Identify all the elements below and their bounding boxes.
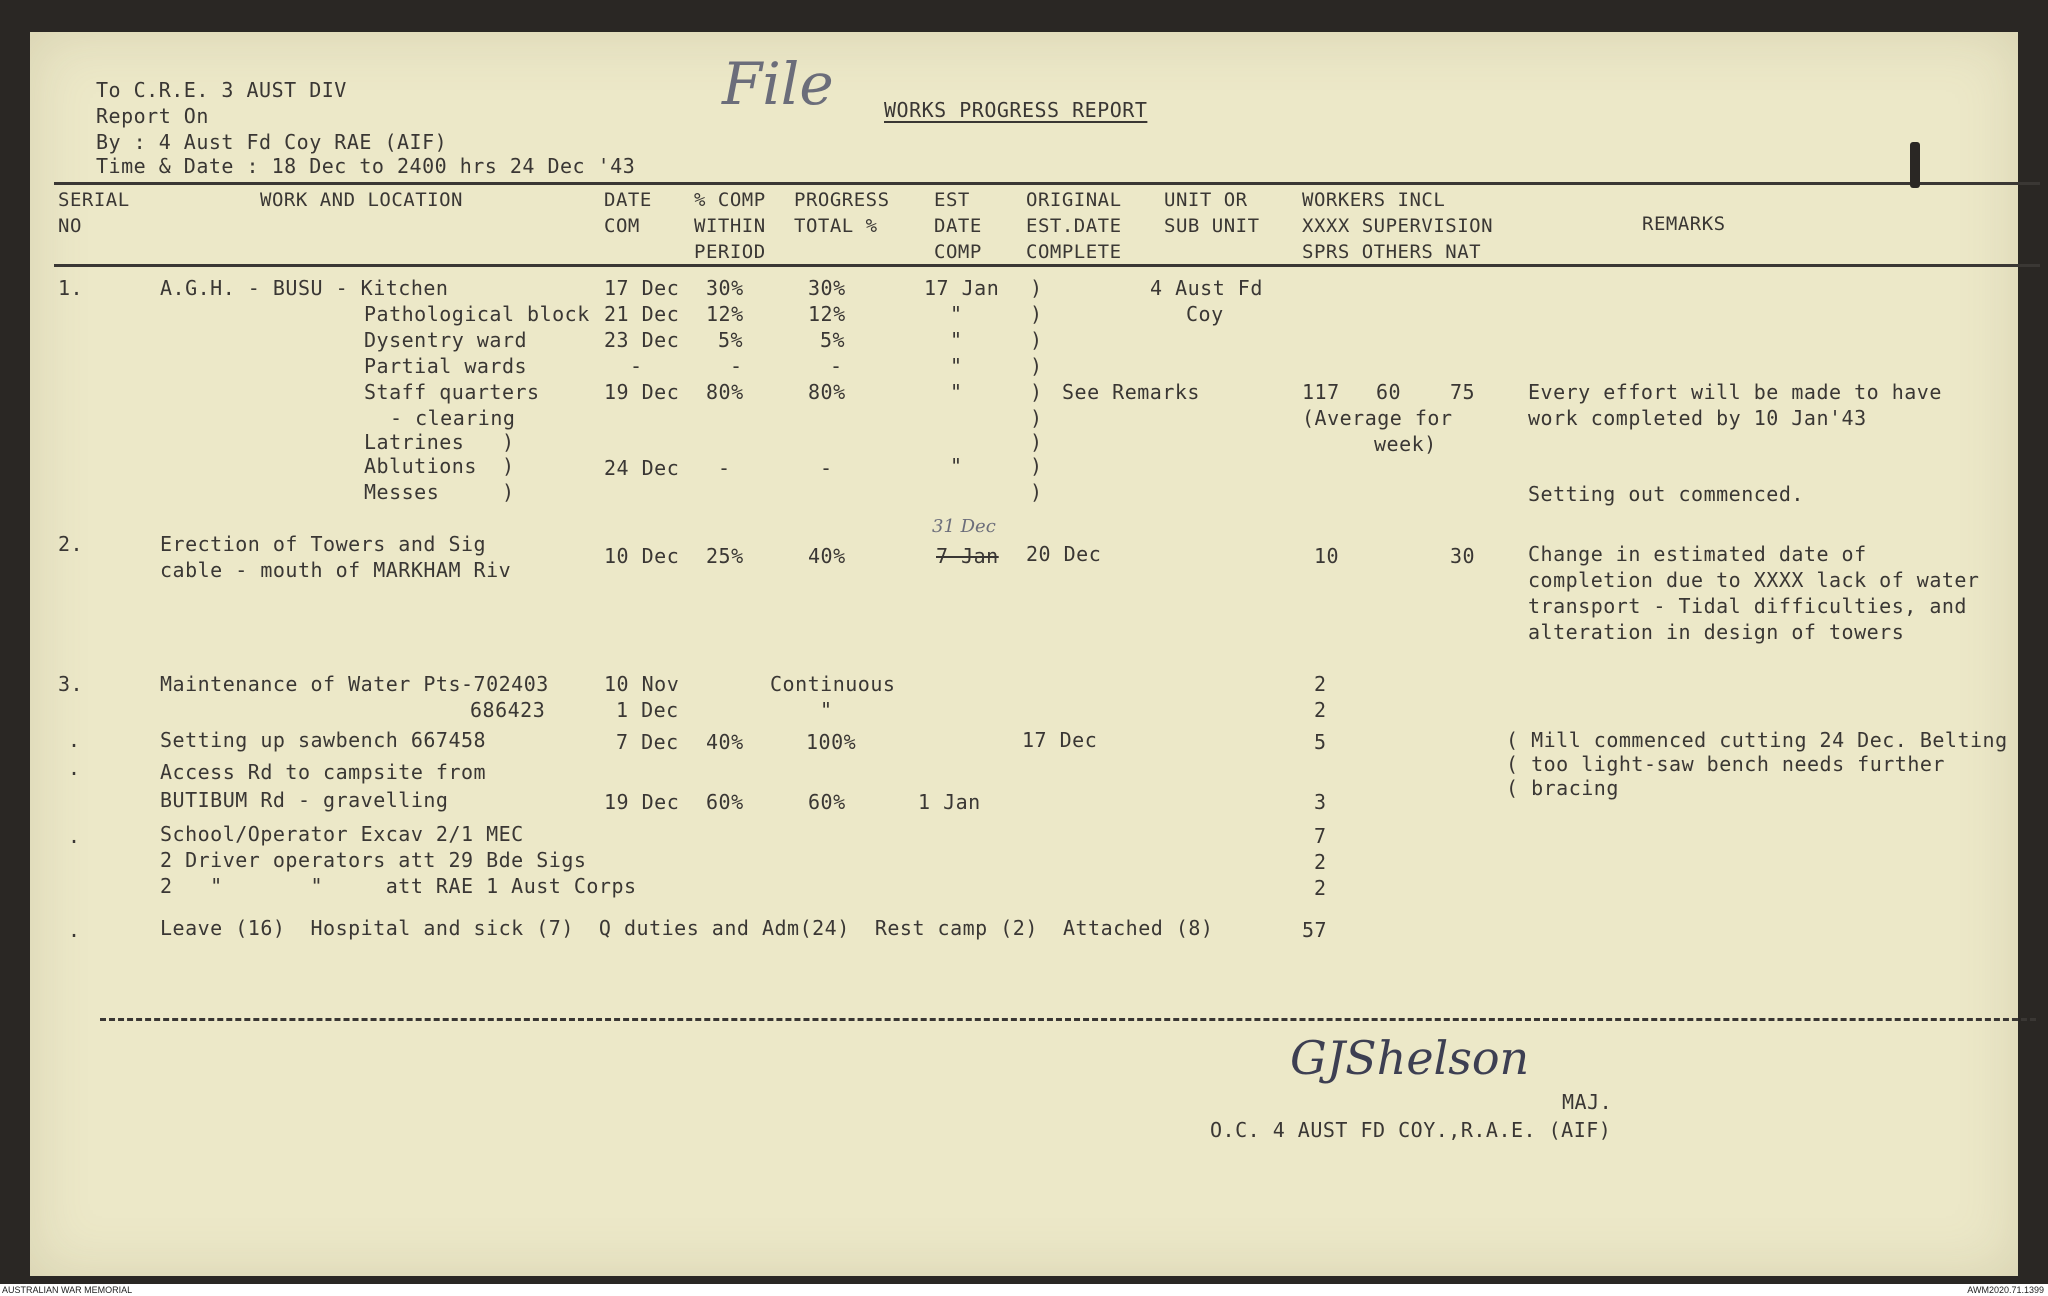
r1-sub-date: 21 Dec	[604, 302, 680, 326]
document-page	[30, 32, 2018, 1276]
header-top-rule	[54, 182, 2040, 185]
r1-average: (Average for	[1302, 406, 1453, 430]
r3-continuous: Continuous	[770, 672, 896, 696]
r4-remark: ( bracing	[1506, 776, 1619, 800]
r4-remark: ( Mill commenced cutting 24 Dec. Belting	[1506, 728, 2008, 752]
r1-remark-3: Setting out commenced.	[1528, 482, 1804, 506]
r1-sub-total: 5%	[820, 328, 846, 352]
r1-sub-pct: -	[730, 354, 743, 378]
r6-work: 2 Driver operators att 29 Bde Sigs	[160, 848, 587, 872]
r1-sub-work: Pathological block	[364, 302, 590, 326]
r4-sprs: 5	[1314, 730, 1327, 754]
r1-pct: 30%	[706, 276, 744, 300]
header-time-date: Time & Date : 18 Dec to 2400 hrs 24 Dec '43	[96, 154, 636, 178]
r2-est-struck: 7 Jan	[936, 544, 999, 568]
r5-serial: .	[68, 756, 81, 780]
r1-est: 17 Jan	[924, 276, 1000, 300]
r2-sprs: 10	[1314, 544, 1340, 568]
r6-sprs: 7	[1314, 824, 1327, 848]
col-workers-3: SPRS OTHERS NAT	[1302, 241, 1482, 263]
col-workers-2: XXXX SUPERVISION	[1302, 215, 1494, 237]
r1-sub-total: 12%	[808, 302, 846, 326]
r1-serial: 1.	[58, 276, 84, 300]
r1-sub-pct: 12%	[706, 302, 744, 326]
col-date-2: COM	[604, 215, 640, 237]
r2-pct: 25%	[706, 544, 744, 568]
r1-total: 30%	[808, 276, 846, 300]
r3-date-1: 10 Nov	[604, 672, 680, 696]
r2-original: 20 Dec	[1026, 542, 1102, 566]
r1-sub-total: -	[820, 456, 833, 480]
r1-week: week)	[1374, 432, 1437, 456]
r1-sub-work: Partial wards	[364, 354, 528, 378]
r3-sprs-2: 2	[1314, 698, 1327, 722]
r1-bracket: )	[1030, 380, 1043, 404]
col-date-1: DATE	[604, 189, 652, 211]
r1-sub-est: "	[950, 380, 963, 404]
r1-remark-2: work completed by 10 Jan'43	[1528, 406, 1867, 430]
r1-work: A.G.H. - BUSU - Kitchen	[160, 276, 449, 300]
col-pct-1: % COMP	[694, 189, 766, 211]
r1-sub-work: Ablutions )	[364, 454, 515, 478]
r1-bracket: )	[1030, 354, 1043, 378]
r1-nat: 75	[1450, 380, 1476, 404]
r1-date: 17 Dec	[604, 276, 680, 300]
r1-bracket: )	[1030, 480, 1043, 504]
col-unit-2: SUB UNIT	[1164, 215, 1260, 237]
r4-work: Setting up sawbench 667458	[160, 728, 487, 752]
r4-original: 17 Dec	[1022, 728, 1098, 752]
r5-sprs: 3	[1314, 790, 1327, 814]
staple-mark	[1910, 142, 1920, 188]
r1-sub-est: "	[950, 302, 963, 326]
r1-others: 60	[1376, 380, 1402, 404]
col-original-3: COMPLETE	[1026, 241, 1122, 263]
r6-work: School/Operator Excav 2/1 MEC	[160, 822, 524, 846]
r2-work-2: cable - mouth of MARKHAM Riv	[160, 558, 512, 582]
report-title: WORKS PROGRESS REPORT	[884, 98, 1148, 122]
r1-bracket: )	[1030, 454, 1043, 478]
r3-sprs-1: 2	[1314, 672, 1327, 696]
header-by: By : 4 Aust Fd Coy RAE (AIF)	[96, 130, 448, 154]
col-remarks: REMARKS	[1642, 213, 1726, 235]
r1-sub-date: -	[630, 354, 643, 378]
signature: GJShelson	[1290, 1031, 1530, 1085]
r1-sub-est: "	[950, 354, 963, 378]
r3-ditto: "	[820, 698, 833, 722]
r1-sub-work: Messes )	[364, 480, 515, 504]
file-annotation: File	[722, 50, 834, 118]
r1-sub-pct: -	[718, 456, 731, 480]
r7-serial: .	[68, 918, 81, 942]
r3-work-2: 686423	[470, 698, 546, 722]
col-progress-2: TOTAL %	[794, 215, 878, 237]
col-unit-1: UNIT OR	[1164, 189, 1248, 211]
r6-work: 2 " " att RAE 1 Aust Corps	[160, 874, 637, 898]
r2-nat: 30	[1450, 544, 1476, 568]
footer-left: AUSTRALIAN WAR MEMORIAL	[2, 1285, 133, 1295]
r5-date: 19 Dec	[604, 790, 680, 814]
r1-sub-est: "	[950, 328, 963, 352]
r2-remark: completion due to XXXX lack of water	[1528, 568, 1980, 592]
r2-work-1: Erection of Towers and Sig	[160, 532, 487, 556]
r5-est: 1 Jan	[918, 790, 981, 814]
r7-line: Leave (16) Hospital and sick (7) Q duties and Adm(24) Rest camp (2) Attached (8)	[160, 916, 1214, 940]
r1-sub-pct: 80%	[706, 380, 744, 404]
col-est-2: DATE	[934, 215, 982, 237]
r5-work-2: BUTIBUM Rd - gravelling	[160, 788, 449, 812]
r2-est-handwritten: 31 Dec	[932, 516, 996, 537]
r1-sub-work: - clearing	[390, 406, 516, 430]
r1-sub-date: 24 Dec	[604, 456, 680, 480]
r1-sub-work: Dysentry ward	[364, 328, 528, 352]
r1-bracket: )	[1030, 302, 1043, 326]
r2-serial: 2.	[58, 532, 84, 556]
r6-serial: .	[68, 824, 81, 848]
r6-sprs: 2	[1314, 850, 1327, 874]
r1-sub-work: Latrines )	[364, 430, 515, 454]
r1-sprs: 117	[1302, 380, 1340, 404]
col-pct-2: WITHIN	[694, 215, 766, 237]
r5-work-1: Access Rd to campsite from	[160, 760, 487, 784]
col-est-3: COMP	[934, 241, 982, 263]
r5-total: 60%	[808, 790, 846, 814]
r4-pct: 40%	[706, 730, 744, 754]
header-bottom-rule	[54, 264, 2040, 267]
col-serial-2: NO	[58, 215, 82, 237]
col-pct-3: PERIOD	[694, 241, 766, 263]
r2-date: 10 Dec	[604, 544, 680, 568]
r1-sub-pct: 5%	[718, 328, 744, 352]
col-work: WORK AND LOCATION	[260, 189, 463, 211]
r4-remark: ( too light-saw bench needs further	[1506, 752, 1945, 776]
r1-sub-date: 19 Dec	[604, 380, 680, 404]
r1-bracket: )	[1030, 406, 1043, 430]
r1-sub-est: "	[950, 454, 963, 478]
header-report-on: Report On	[96, 104, 209, 128]
r2-remark: alteration in design of towers	[1528, 620, 1905, 644]
r5-pct: 60%	[706, 790, 744, 814]
r1-unit-2: Coy	[1186, 302, 1224, 326]
r1-remark-1: Every effort will be made to have	[1528, 380, 1942, 404]
col-est-1: EST	[934, 189, 970, 211]
r7-sprs: 57	[1302, 918, 1328, 942]
r1-sub-total: 80%	[808, 380, 846, 404]
r1-original: See Remarks	[1062, 380, 1200, 404]
r1-bracket: )	[1030, 430, 1043, 454]
col-workers-1: WORKERS INCL	[1302, 189, 1446, 211]
col-original-1: ORIGINAL	[1026, 189, 1122, 211]
r4-serial: .	[68, 728, 81, 752]
header-to: To C.R.E. 3 AUST DIV	[96, 78, 347, 102]
signature-rank: MAJ.	[1562, 1090, 1613, 1114]
col-progress-1: PROGRESS	[794, 189, 890, 211]
r1-sub-work: Staff quarters	[364, 380, 540, 404]
r2-total: 40%	[808, 544, 846, 568]
bottom-rule	[100, 1018, 2036, 1021]
r3-work-1: Maintenance of Water Pts-702403	[160, 672, 549, 696]
r1-sub-date: 23 Dec	[604, 328, 680, 352]
r1-unit-1: 4 Aust Fd	[1150, 276, 1263, 300]
signature-title: O.C. 4 AUST FD COY.,R.A.E. (AIF)	[1210, 1118, 1612, 1142]
r2-remark: transport - Tidal difficulties, and	[1528, 594, 1967, 618]
r3-serial: 3.	[58, 672, 84, 696]
r1-bracket: )	[1030, 328, 1043, 352]
r4-total: 100%	[806, 730, 857, 754]
r1-bracket: )	[1030, 276, 1043, 300]
r6-sprs: 2	[1314, 876, 1327, 900]
r4-date: 7 Dec	[616, 730, 679, 754]
col-serial-1: SERIAL	[58, 189, 130, 211]
r3-date-2: 1 Dec	[616, 698, 679, 722]
footer-right: AWM2020.71.1399	[1967, 1285, 2044, 1295]
col-original-2: EST.DATE	[1026, 215, 1122, 237]
r1-sub-total: -	[830, 354, 843, 378]
r2-remark: Change in estimated date of	[1528, 542, 1867, 566]
